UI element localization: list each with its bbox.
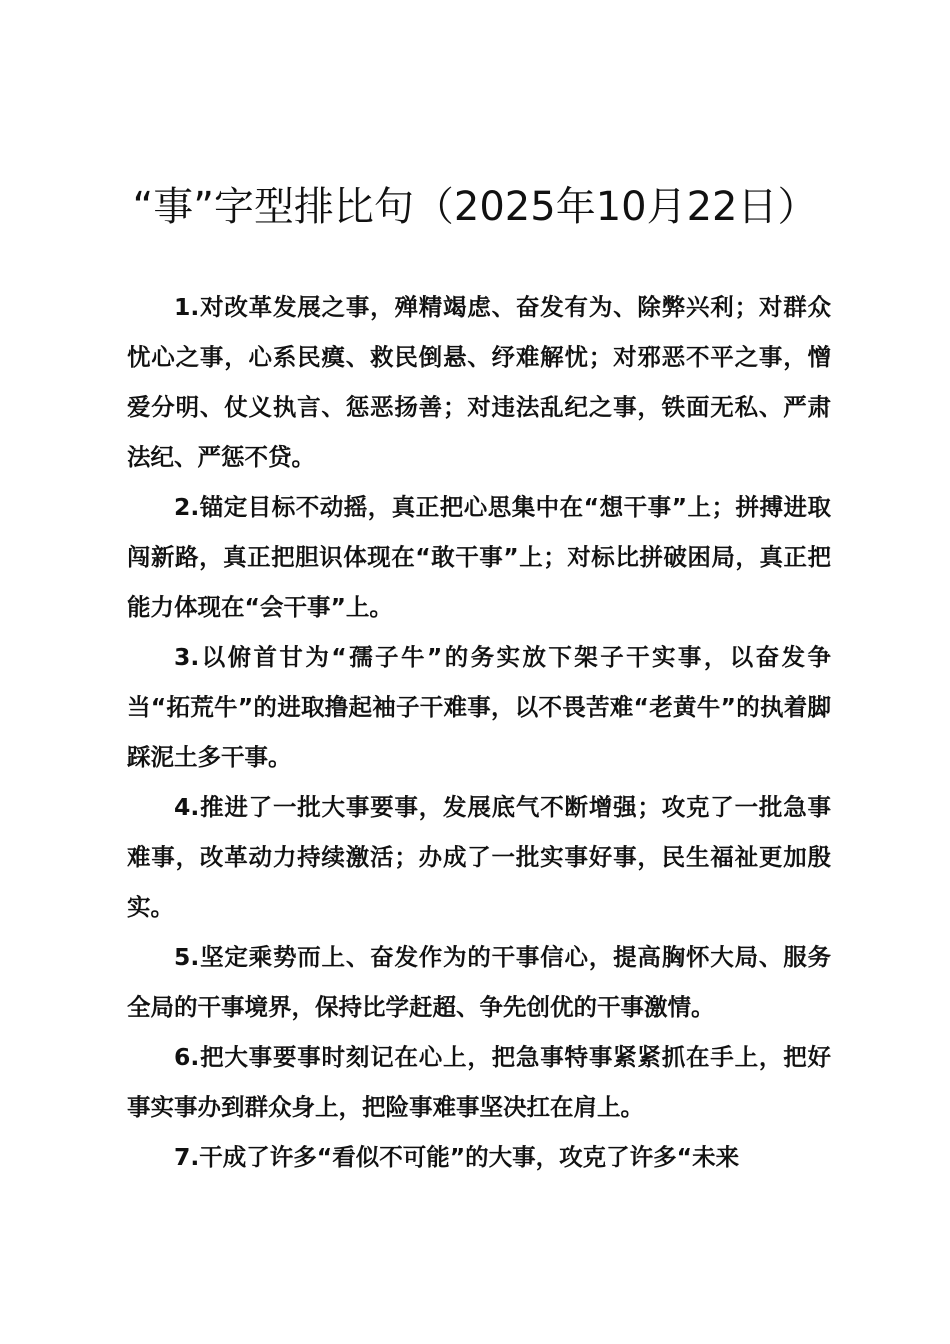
- paragraph-5: 5.坚定乘势而上、奋发作为的干事信心，提高胸怀大局、服务全局的干事境界，保持比学赶超、争先创优的干事激情。: [127, 943, 831, 1021]
- paragraph-1: 1.对改革发展之事，殚精竭虑、奋发有为、除弊兴利；对群众忧心之事，心系民瘼、救民倒悬、纾难解忧；对邪恶不平之事，憎爱分明、仗义执言、惩恶扬善；对违法乱纪之事，铁面无私、严肃法纪、严惩不贷。: [127, 293, 831, 471]
- paragraph-3: 3.以俯首甘为“孺子牛”的务实放下架子干实事，以奋发争当“拓荒牛”的进取撸起袖子干难事，以不畏苦难“老黄牛”的执着脚踩泥土多干事。: [127, 643, 831, 771]
- paragraph-7: 7.干成了许多“看似不可能”的大事，攻克了许多“未来: [174, 1143, 740, 1171]
- paragraph-6: 6.把大事要事时刻记在心上，把急事特事紧紧抓在手上，把好事实事办到群众身上，把险事难事坚决扛在肩上。: [127, 1043, 831, 1121]
- paragraph-2: 2.锚定目标不动摇，真正把心思集中在“想干事”上；拼搏进取闯新路，真正把胆识体现在“敢干事”上；对标比拼破困局，真正把能力体现在“会干事”上。: [127, 493, 831, 621]
- paragraph-4: 4.推进了一批大事要事，发展底气不断增强；攻克了一批急事难事，改革动力持续激活；办成了一批实事好事，民生福祉更加殷实。: [127, 793, 831, 921]
- document-title: “事”字型排比句（2025年10月22日）: [132, 184, 818, 230]
- document-body: [127, 282, 831, 1182]
